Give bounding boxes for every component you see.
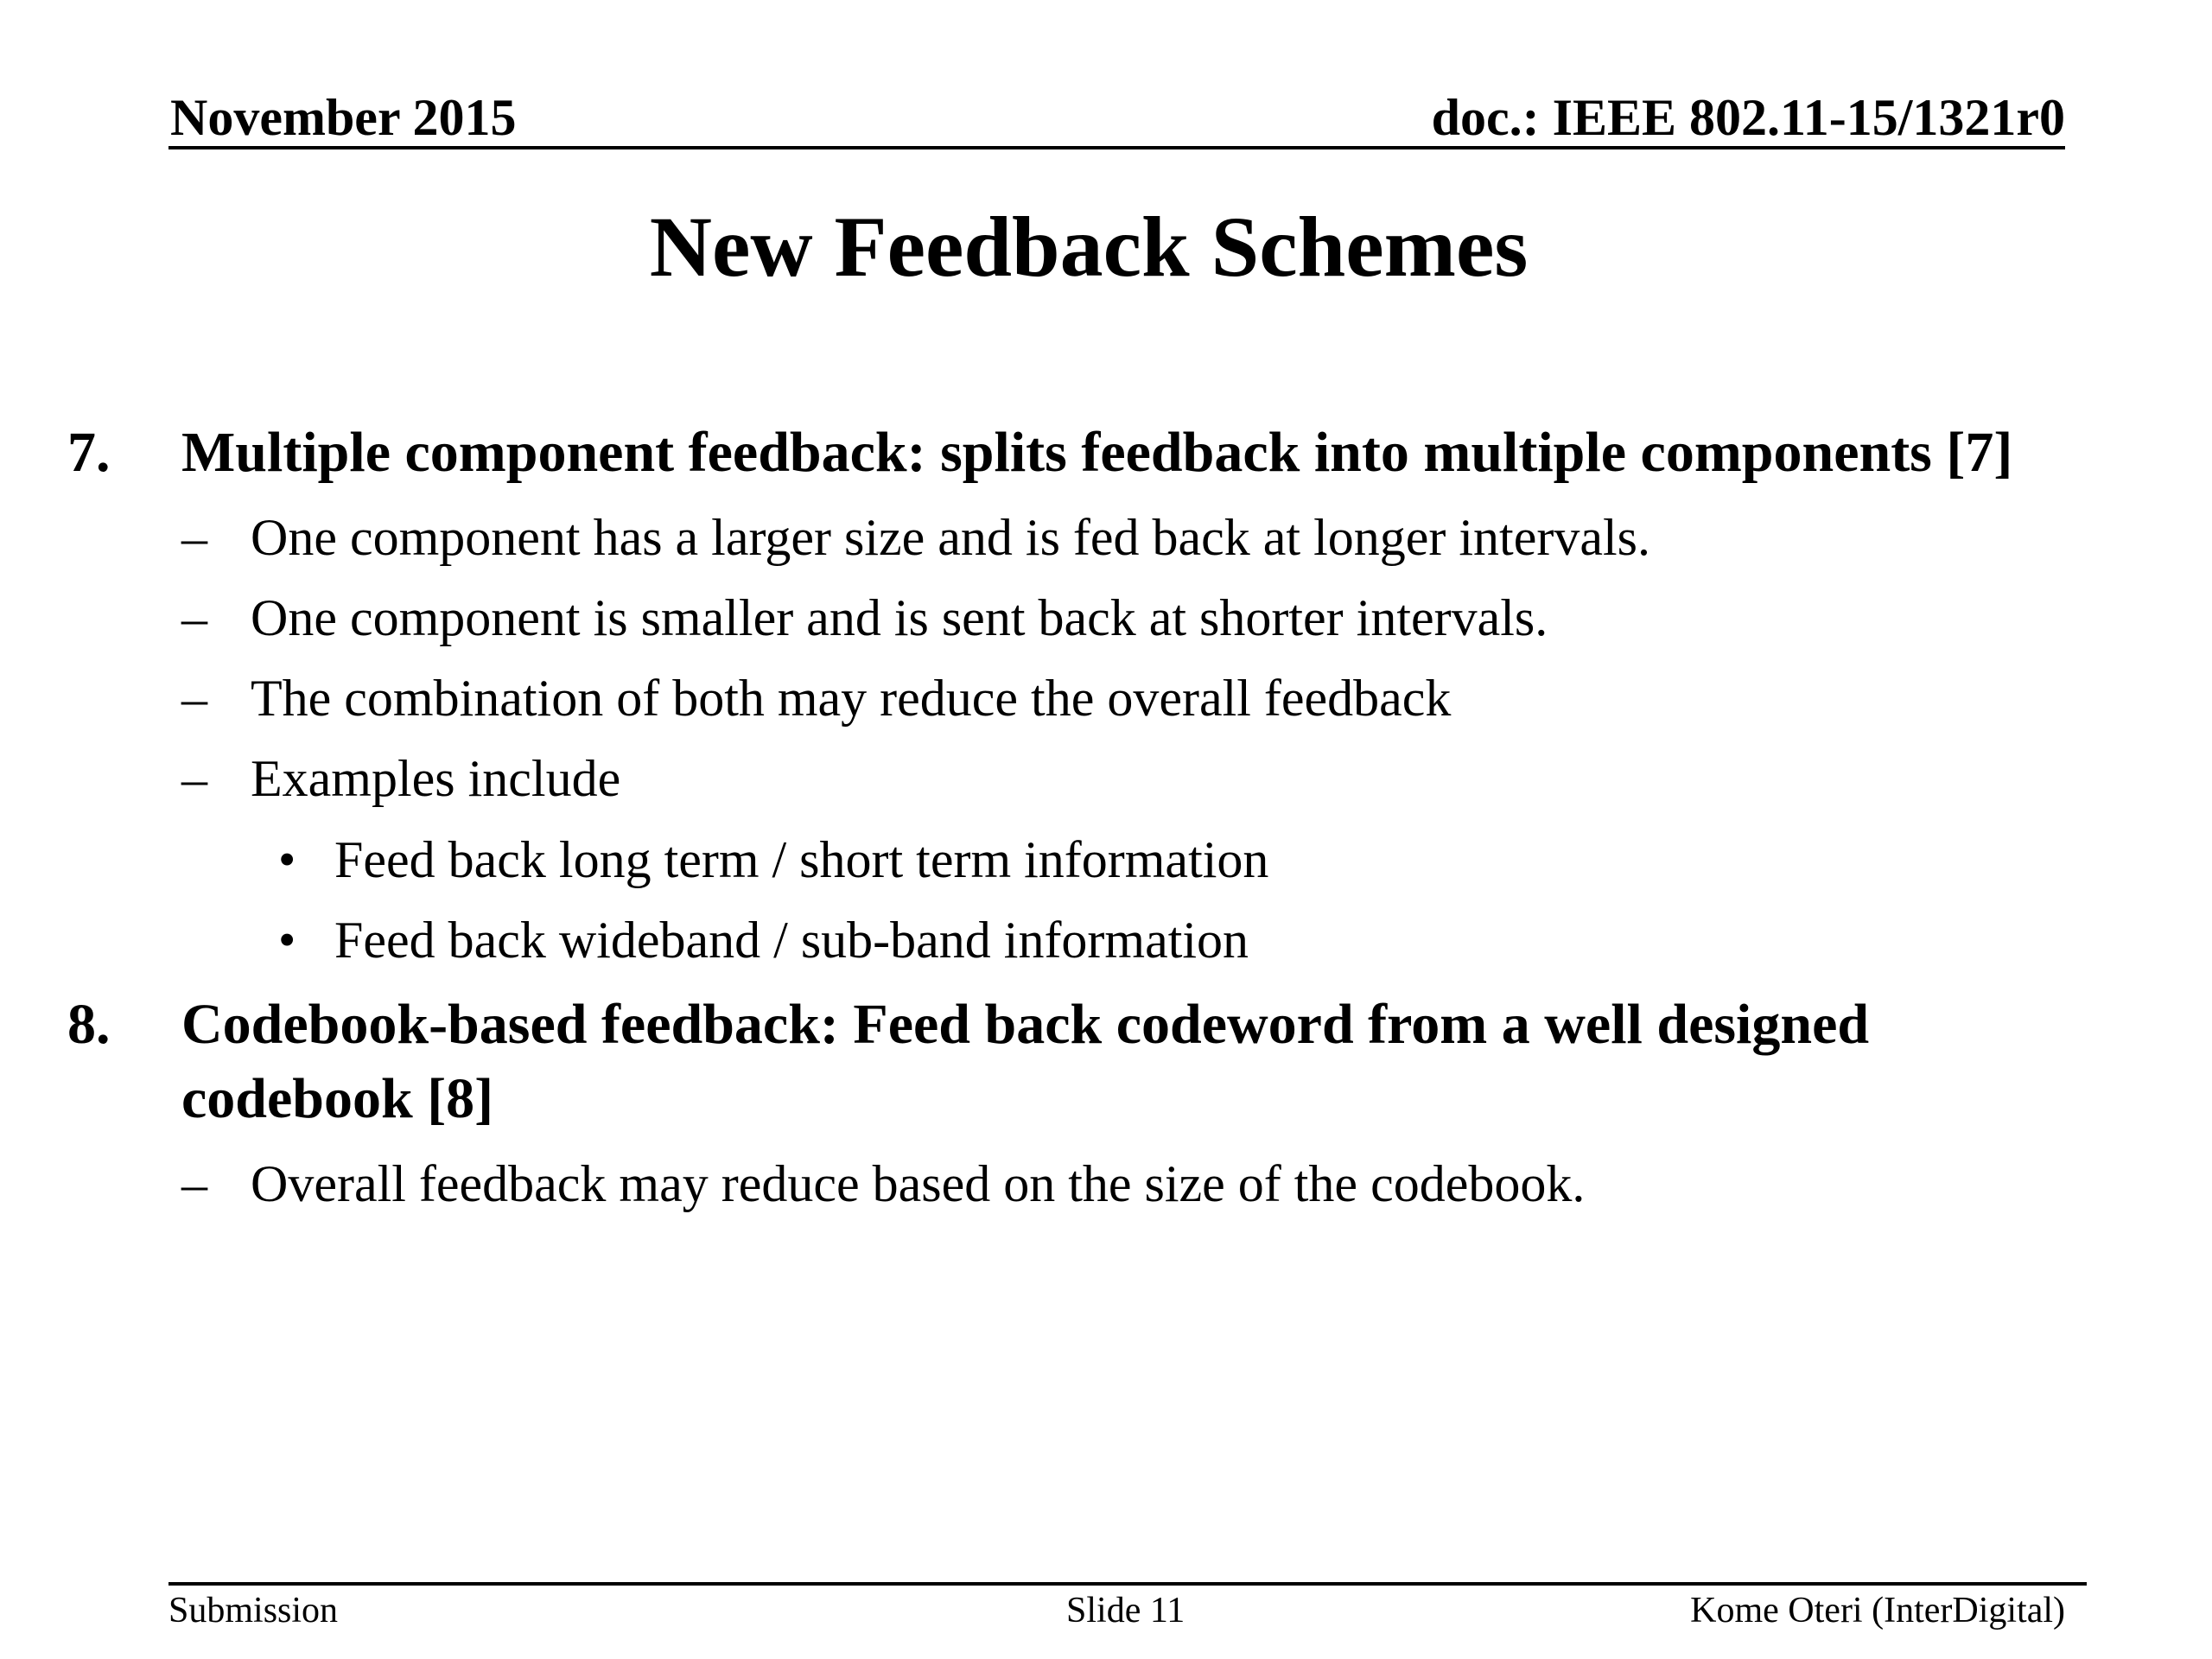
dash-marker: – [181,750,207,807]
sub-item [0,499,2212,576]
sub-item-text: Overall feedback may reduce based on the size of the codebook. [251,1155,1586,1212]
sub-item [0,1145,2212,1223]
footer-author: Kome Oteri (InterDigital) [1690,1591,2065,1630]
item-number: 7. [67,421,111,484]
footer-submission: Submission [168,1591,339,1630]
sub-item-text: Examples include [251,750,621,807]
item-heading-term: Multiple component feedback [181,421,907,484]
header-doc-id: doc.: IEEE 802.11-15/1321r0 [1431,89,2065,146]
dash-marker: – [181,589,207,646]
item-heading-rest: : splits feedback into multiple components [7] [906,421,2013,484]
item-heading [181,416,2195,490]
dash-marker: – [181,509,207,566]
sub-item [0,740,2212,817]
bullet-item [0,821,2212,899]
header-rule [168,146,2065,149]
sub-item-text: The combination of both may reduce the overall feedback [251,670,1452,727]
bullet-marker: • [278,831,296,887]
sub-item-text: One component has a larger size and is fed back at longer intervals. [251,509,1650,566]
sub-item [0,579,2212,657]
footer-rule [168,1582,2087,1586]
slide-title: New Feedback Schemes [649,199,1529,295]
sub-item [0,659,2212,737]
item-heading [181,988,2195,1136]
header-date: November 2015 [170,89,517,146]
bullet-item-text: Feed back wideband / sub-band information [334,912,1249,969]
dash-marker: – [181,1155,207,1212]
item-heading-line: Codebook-based feedback: Feed back codeword from a well designed [181,993,1870,1056]
item-heading-line: codebook [8] [181,1067,494,1130]
sub-item-text: One component is smaller and is sent back at shorter intervals. [251,589,1548,646]
bullet-item [0,901,2212,979]
bullet-item-text: Feed back long term / short term information [334,831,1269,888]
bullet-marker: • [278,912,296,968]
dash-marker: – [181,670,207,727]
item-number: 8. [67,993,111,1056]
footer-slide-number: Slide 11 [1066,1591,1185,1630]
